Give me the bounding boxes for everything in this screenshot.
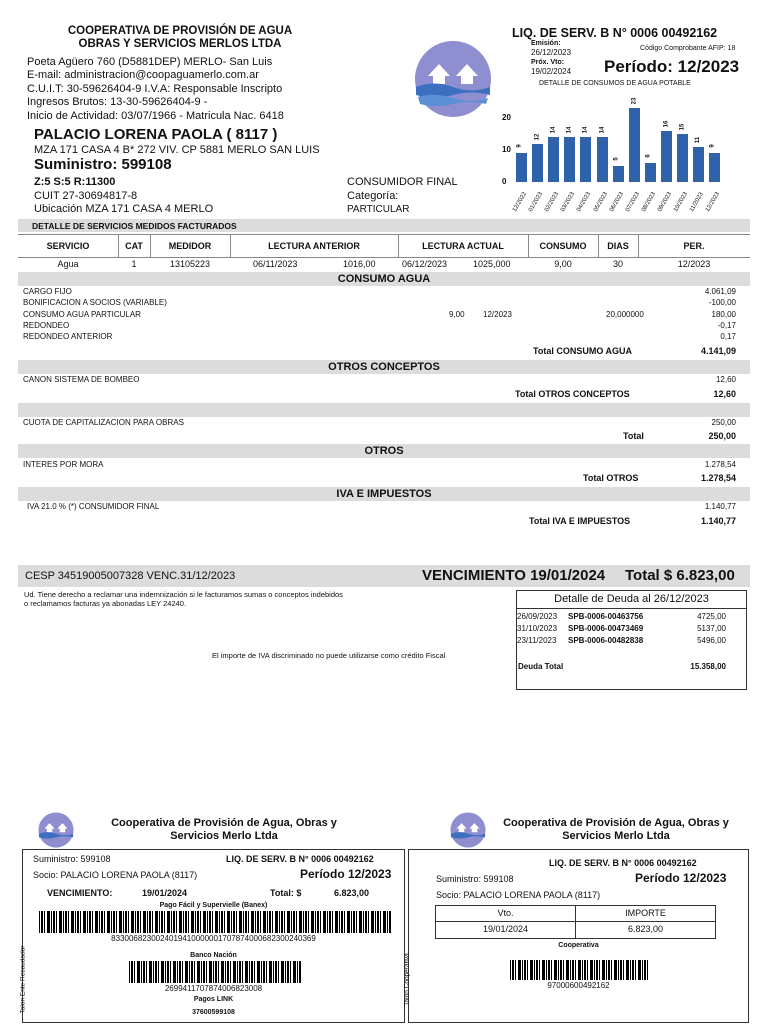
company-info [27, 56, 284, 123]
consumo-item [18, 287, 750, 298]
chart-data-label: 16 [663, 120, 670, 128]
x-tick-label: 12/2023 [705, 191, 722, 213]
deuda-total: 15.358,00 [690, 662, 726, 671]
coop-line1: Cooperativa de Provisión de Agua, Obras y [111, 817, 337, 829]
cell-fecha-actual: 06/12/2023 [402, 259, 448, 269]
periodo: Período: 12/2023 [604, 57, 740, 76]
client-ubicacion: Ubicación MZA 171 CASA 4 MERLO [34, 203, 214, 215]
chart-data-label: 14 [566, 126, 573, 134]
stub-liq: LIQ. DE SERV. B N° 0006 00492162 [226, 854, 374, 864]
stub-code3: 37600599108 [192, 1009, 235, 1016]
col-lectura-actual: LECTURA ACTUAL [422, 241, 504, 251]
otros-title: OTROS [18, 444, 750, 458]
x-tick-label: 12/2022 [512, 191, 529, 213]
x-tick-label: 03/2023 [560, 191, 577, 213]
x-tick-label: 09/2023 [656, 191, 673, 213]
item-amount: -0,17 [717, 321, 736, 330]
coop-line2: Servicios Merlo Ltda [170, 830, 278, 842]
invoice-number: LIQ. DE SERV. B N° 0006 00492162 [512, 26, 718, 40]
stub-coop-right [490, 817, 742, 843]
stub-logo-left [38, 812, 74, 848]
importe-label: IMPORTE [625, 908, 666, 918]
vto-value: 19/01/2024 [482, 924, 529, 934]
cuota-band [18, 403, 750, 417]
item-label: BONIFICACION A SOCIOS (VARIABLE) [23, 298, 167, 307]
barcode-nacion [129, 961, 301, 983]
company-name [30, 25, 330, 51]
stub-code1: 83300682300240194100000017078740006823002403​69 [111, 934, 316, 943]
iva-total [18, 516, 750, 527]
barcode-cooperativa [510, 960, 650, 980]
col-cat: CAT [125, 241, 143, 251]
chart-bar [661, 131, 672, 182]
total-label: Total OTROS [583, 473, 639, 483]
chart-data-label: 9 [516, 144, 523, 148]
x-tick-label: 07/2023 [624, 191, 641, 213]
cuota-item [18, 418, 750, 429]
x-tick-label: 04/2023 [576, 191, 593, 213]
otros-conceptos-item [18, 375, 750, 386]
stub-code2: 26994117078740068230​08 [164, 984, 263, 993]
notice-line2: o reclamamos facturas ya abonadas LEY 24240. [24, 599, 187, 608]
x-tick-label: 10/2023 [673, 191, 690, 213]
stub-ente [19, 849, 405, 1023]
total-label: Total [623, 431, 644, 441]
deuda-doc: SPB-0006-00482838 [568, 636, 644, 645]
stub-socio: Socio: PALACIO LORENA PAOLA (8117) [436, 890, 601, 900]
otros-total [18, 473, 750, 484]
prox-vto-label: Próx. Vto: [531, 59, 565, 66]
chart-data-label: 12 [534, 133, 541, 140]
company-cuit: C.U.I.T: 30-59626404-9 I.V.A: Responsable Inscripto [27, 82, 283, 95]
chart-data-label: 11 [695, 136, 702, 143]
cell-fecha-anterior: 06/11/2023 [253, 259, 298, 269]
item-qty: 9,00 [449, 310, 465, 319]
stub-periodo: Período 12/2023 [300, 867, 392, 881]
col-per: PER. [683, 241, 705, 251]
col-servicio: SERVICIO [46, 241, 90, 251]
company-name-line2: OBRAS Y SERVICIOS MERLOS LTDA [78, 38, 282, 50]
total-amount: 4.141,09 [700, 346, 736, 356]
client-categoria: PARTICULAR [347, 204, 410, 215]
client-zone: Z:5 S:5 R:11300 [34, 176, 116, 188]
item-label: CANON SISTEMA DE BOMBEO [23, 375, 140, 384]
total-amount: 1.140,77 [700, 516, 736, 526]
coop-line1: Cooperativa de Provisión de Agua, Obras y [503, 817, 729, 829]
cell-consumo: 9,00 [554, 259, 572, 269]
cell-servicio: Agua [57, 259, 79, 269]
client-suministro: Suministro: 599108 [34, 156, 172, 173]
chart-data-label: 6 [645, 154, 652, 158]
y-tick-label: 20 [502, 113, 511, 122]
chart-bar [597, 137, 608, 182]
x-tick-label: 11/2023 [689, 191, 705, 213]
client-condicion: CONSUMIDOR FINAL [347, 176, 458, 188]
consumo-total [18, 346, 750, 357]
cuota-total [18, 431, 750, 442]
stub-suministro: Suministro: 599108 [33, 854, 111, 864]
item-amount: 180,00 [711, 310, 736, 319]
deuda-amount: 5137,00 [697, 624, 726, 633]
chart-bar [564, 137, 575, 182]
client-cuit: CUIT 27-30694817-8 [34, 190, 138, 202]
otros-conceptos-total [18, 389, 750, 400]
total-amount: 250,00 [708, 431, 736, 441]
item-label: REDONDEO [23, 321, 70, 330]
stub-periodo: Período 12/2023 [635, 871, 727, 885]
chart-data-label: 5 [613, 157, 620, 161]
services-header [18, 234, 750, 258]
total-label: Total OTROS CONCEPTOS [515, 389, 630, 399]
item-price: 20,000000 [606, 310, 644, 319]
prox-vto-date: 19/02/2024 [531, 67, 572, 76]
cell-per: 12/2023 [677, 259, 711, 269]
otros-item [18, 460, 750, 471]
consumo-title: CONSUMO AGUA [18, 272, 750, 286]
chart-bar [532, 144, 543, 182]
chart-data-label: 15 [679, 123, 686, 131]
deuda-box [516, 590, 747, 690]
vto-label: Vto. [497, 908, 514, 918]
deuda-total-label: Deuda Total [518, 662, 564, 671]
stub-socio: Socio: PALACIO LORENA PAOLA (8117) [33, 870, 198, 880]
iva-item [18, 502, 750, 513]
col-medidor: MEDIDOR [168, 241, 212, 251]
chart-data-label: 9 [709, 144, 716, 148]
legal-notice [24, 590, 343, 608]
total-label: Total CONSUMO AGUA [533, 346, 632, 356]
stub-venc-label: VENCIMIENTO: [47, 888, 113, 898]
afip-code: Código Comprobante AFIP: 18 [640, 45, 736, 52]
company-name-line1: COOPERATIVA DE PROVISIÓN DE AGUA [67, 25, 293, 37]
item-label: CUOTA DE CAPITALIZACION PARA OBRAS [23, 418, 184, 427]
client-address: MZA 171 CASA 4 B* 272 VIV. CP 5881 MERLO SAN LUIS [34, 144, 320, 156]
emision-label: Emisión: [531, 40, 561, 47]
stub-liq: LIQ. DE SERV. B N° 0006 00492162 [549, 858, 697, 868]
item-label: CARGO FIJO [23, 287, 72, 296]
stub-suministro: Suministro: 599108 [436, 874, 514, 884]
chart-bar [709, 153, 720, 182]
deuda-row [517, 636, 746, 647]
stub-coop-left [95, 817, 353, 843]
stub-pago3: Pagos LINK [193, 996, 234, 1003]
stub-logo-right [450, 812, 486, 848]
chart-bar [580, 137, 591, 182]
deuda-date: 26/09/2023 [517, 612, 558, 621]
x-tick-label: 01/2023 [528, 191, 545, 213]
chart-bar [516, 153, 527, 182]
client-categoria-label: Categoría: [347, 190, 399, 202]
services-title: DETALLE DE SERVICIOS MEDIDOS FACTURADOS [32, 221, 237, 231]
cell-medidor: 13105223 [169, 259, 211, 269]
item-amount: 0,17 [720, 332, 736, 341]
coop-logo [414, 40, 492, 118]
consumption-chart [500, 90, 725, 220]
importe-value: 6.823,00 [627, 924, 664, 934]
item-amount: 1.278,54 [704, 460, 736, 469]
summary-band [18, 565, 750, 587]
x-tick-label: 05/2023 [592, 191, 609, 213]
cell-dias: 30 [612, 259, 623, 269]
total-label: Total IVA E IMPUESTOS [529, 516, 631, 526]
item-amount: 250,00 [711, 418, 736, 427]
deuda-amount: 4725,00 [697, 612, 726, 621]
consumo-item [18, 310, 750, 321]
item-amount: 1.140,77 [704, 502, 736, 511]
stub-pago2: Banco Nación [190, 952, 237, 959]
barcode-pagofacil [39, 911, 391, 933]
item-label: REDONDEO ANTERIOR [23, 332, 113, 341]
col-lectura-anterior: LECTURA ANTERIOR [268, 241, 360, 251]
item-label: CONSUMO AGUA PARTICULAR [23, 310, 141, 319]
deuda-amount: 5496,00 [697, 636, 726, 645]
otros-conceptos-title: OTROS CONCEPTOS [18, 360, 750, 374]
stub-pago1: Pago Fácil y Supervielle (Banex) [159, 902, 268, 909]
emision-date: 26/12/2023 [531, 48, 572, 57]
stub-total: 6.823,00 [334, 888, 370, 898]
total-amount-due: Total $ 6.823,00 [625, 567, 735, 584]
consumo-item [18, 321, 750, 332]
item-per: 12/2023 [483, 310, 512, 319]
iva-title: IVA E IMPUESTOS [18, 487, 750, 501]
col-dias: DIAS [607, 241, 629, 251]
chart-bar [677, 134, 688, 182]
x-tick-label: 08/2023 [640, 191, 657, 213]
chart-data-label: 14 [582, 126, 589, 134]
chart-bar [629, 108, 640, 182]
item-amount: 12,60 [715, 375, 736, 384]
total-amount: 1.278,54 [700, 473, 736, 483]
cell-cat: 1 [131, 259, 137, 269]
client-name: PALACIO LORENA PAOLA ( 8117 ) [34, 126, 278, 143]
services-title-band [18, 219, 750, 232]
company-email: E-mail: administracion@coopaguamerlo.com.ar [27, 69, 259, 82]
chart-bar [645, 163, 656, 182]
company-ingresos: Ingresos Brutos: 13-30-59626404-9 - [27, 96, 208, 109]
deuda-doc: SPB-0006-00473469 [568, 624, 644, 633]
col-consumo: CONSUMO [539, 241, 587, 251]
cell-lectura-anterior: 1016,00 [343, 259, 376, 269]
y-tick-label: 0 [502, 177, 507, 186]
x-tick-label: 02/2023 [544, 191, 561, 213]
notice-line1: Ud. Tiene derecho a reclamar una indemnización si le facturamos sumas o conceptos indebidos [24, 590, 343, 599]
deuda-row [517, 624, 746, 635]
coop-line2: Servicios Merlo Ltda [562, 830, 670, 842]
stub-cooperativa [403, 849, 749, 1023]
company-inicio: Inicio de Actividad: 03/07/1966 - Matricula Nac. 6418 [27, 109, 284, 122]
chart-data-label: 14 [598, 126, 605, 134]
stub-vto-table [435, 905, 716, 939]
total-amount: 12,60 [713, 389, 736, 399]
chart-data-label: 14 [550, 126, 557, 134]
stub-code4: 97000600492162 [547, 981, 610, 990]
stub-side-label: Talon Ente Recaudador [19, 945, 27, 1014]
deuda-doc: SPB-0006-00463756 [568, 612, 644, 621]
consumo-item [18, 332, 750, 343]
stub-side-label: Talon Cooperativa [403, 953, 411, 1006]
stub-total-label: Total: $ [270, 888, 302, 898]
deuda-title: Detalle de Deuda al 26/12/2023 [517, 591, 746, 609]
cell-lectura-actual: 1025,000 [473, 259, 511, 269]
chart-data-label: 23 [631, 98, 638, 105]
chart-title: DETALLE DE CONSUMOS DE AGUA POTABLE [539, 80, 691, 87]
deuda-date: 23/11/2023 [517, 636, 557, 645]
item-amount: 4.061,09 [704, 287, 736, 296]
stub-coop-label: Cooperativa [558, 942, 599, 949]
item-label: IVA 21.0 % (*) CONSUMIDOR FINAL [27, 502, 160, 511]
vencimiento: VENCIMIENTO 19/01/2024 [422, 567, 606, 584]
chart-bar [613, 166, 624, 182]
consumo-item [18, 298, 750, 309]
chart-bar [693, 147, 704, 182]
item-amount: -100,00 [708, 298, 736, 307]
y-tick-label: 10 [502, 145, 511, 154]
company-address: Poeta Agüero 760 (D5881DEP) MERLO- San Luis [27, 56, 273, 68]
chart-bar [548, 137, 559, 182]
iva-note: El importe de IVA discriminado no puede utilizarse como crédito Fiscal [212, 651, 446, 660]
deuda-row [517, 612, 746, 623]
x-tick-label: 06/2023 [608, 191, 625, 213]
item-label: INTERES POR MORA [23, 460, 104, 469]
cesp: CESP 34519005007328 VENC.31/12/2023 [25, 570, 236, 582]
deuda-date: 31/10/2023 [517, 624, 558, 633]
stub-venc: 19/01/2024 [142, 888, 188, 898]
